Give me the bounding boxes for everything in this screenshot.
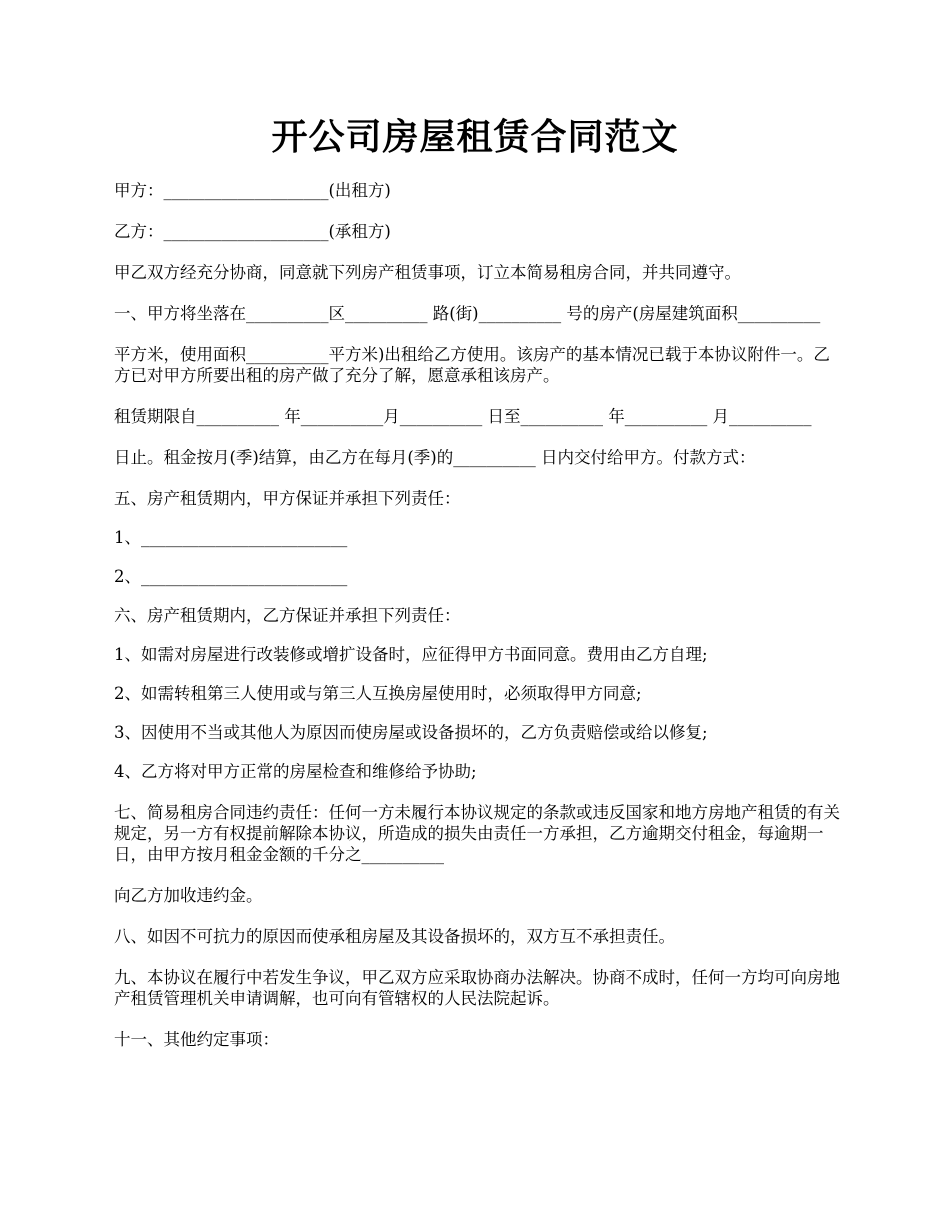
clause-5-item-2: 2、_________________________ bbox=[114, 567, 348, 586]
clause-6-item-3: 3、因使用不当或其他人为原因而使房屋或设备损坏的，乙方负责赔偿或给以修复; bbox=[114, 723, 708, 742]
clause-5-item-1: 1、_________________________ bbox=[114, 528, 348, 547]
clause-5-heading: 五、房产租赁期内，甲方保证并承担下列责任： bbox=[114, 489, 461, 508]
clause-8-force-majeure: 八、如因不可抗力的原因而使承租房屋及其设备损坏的，双方互不承担责任。 bbox=[114, 927, 675, 946]
clause-6-item-2: 2、如需转租第三人使用或与第三人互换房屋使用时，必须取得甲方同意; bbox=[114, 684, 642, 703]
clause-11-other: 十一、其他约定事项： bbox=[114, 1030, 279, 1049]
clause-7-breach: 七、简易租房合同违约责任：任何一方未履行本协议规定的条款或违反国家和地方房地产租赁的有关规定，另一方有权提前解除本协议，所造成的损失由责任一方承担，乙方逾期交付租金，每逾期一日，由甲方按月租金金额的千分之__________ bbox=[114, 803, 840, 864]
party-b-line: 乙方：____________________(承租方) bbox=[114, 222, 391, 241]
clause-6-item-4: 4、乙方将对甲方正常的房屋检查和维修给予协助; bbox=[114, 762, 477, 781]
rent-payment: 日止。租金按月(季)结算，由乙方在每月(季)的__________ 日内交付给甲方。付款方式： bbox=[114, 448, 756, 467]
clause-1-area: 平方米，使用面积__________平方米)出租给乙方使用。该房产的基本情况已载于本协议附件一。乙方已对甲方所要出租的房产做了充分了解，愿意承租该房产。 bbox=[114, 345, 830, 385]
clause-1-location: 一、甲方将坐落在__________区__________ 路(街)__________ 号的房产(房屋建筑面积__________ bbox=[114, 304, 821, 323]
document-body bbox=[114, 180, 840, 1070]
clause-6-item-1: 1、如需对房屋进行改装修或增扩设备时，应征得甲方书面同意。费用由乙方自理; bbox=[114, 645, 708, 664]
clause-7-penalty: 向乙方加收违约金。 bbox=[114, 886, 263, 905]
clause-9-dispute: 九、本协议在履行中若发生争议，甲乙双方应采取协商办法解决。协商不成时，任何一方均可向房地产租赁管理机关申请调解，也可向有管辖权的人民法院起诉。 bbox=[114, 968, 840, 1008]
party-a-line: 甲方：____________________(出租方) bbox=[114, 181, 391, 200]
lease-term: 租赁期限自__________ 年__________月__________ 日至__________ 年__________ 月__________ bbox=[114, 407, 812, 426]
clause-6-heading: 六、房产租赁期内，乙方保证并承担下列责任： bbox=[114, 606, 461, 625]
agreement-intro: 甲乙双方经充分协商，同意就下列房产租赁事项，订立本简易租房合同，并共同遵守。 bbox=[114, 263, 741, 282]
document-title: 开公司房屋租赁合同范文 bbox=[271, 116, 679, 158]
